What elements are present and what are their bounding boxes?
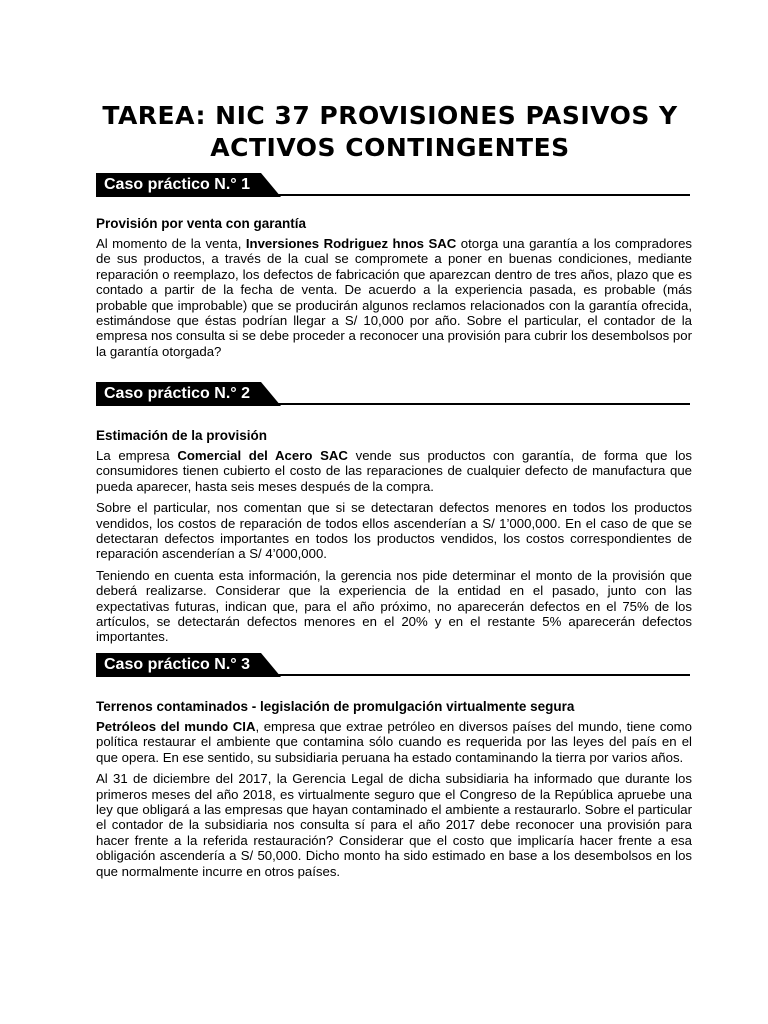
case-3-banner	[96, 653, 690, 677]
case-1-banner-label: Caso práctico N.° 1	[104, 176, 250, 193]
title-line-2: ACTIVOS CONTINGENTES	[210, 133, 570, 162]
case-2-heading: Estimación de la provisión	[96, 428, 268, 443]
case-3-banner-label: Caso práctico N.° 3	[104, 656, 250, 673]
company-name: Comercial del Acero SAC	[177, 448, 348, 463]
case-1-banner	[96, 173, 690, 197]
case-2-banner	[96, 382, 690, 406]
case-2-section	[96, 428, 692, 651]
case-2-paragraph-3: Teniendo en cuenta esta información, la gerencia nos pide determinar el monto de la provisión que deberá realizarse. Considerar que la experiencia de la entidad en el pasado, junto con las expectativas futuras, indican que, para el año próximo, no aparecerán defectos en el 75% de los artículos, se detectarán defectos menores en el 20% y en el restante 5% aparecerán defectos importantes.	[96, 567, 692, 645]
case-3-heading: Terrenos contaminados - legislación de promulgación virtualmente segura	[96, 699, 575, 714]
case-3-paragraph-2: Al 31 de diciembre del 2017, la Gerencia Legal de dicha subsidiaria ha informado que durante los primeros meses del año 2018, es virtualmente seguro que el Congreso de la República apruebe una ley que obligará a las empresas que hayan contaminado el ambiente a restaurarlo. Sobre el particular el contador de la subsidiaria nos consulta sí para el año 2017 debe reconocer una provisión para hacer frente a la referida restauración? Considerar que el costo que implicaría hacer frente a esa obligación ascendería a S/ 50,000. Dicho monto ha sido estimado en base a los desembolsos en los que normalmente incurre en otros países.	[96, 771, 692, 879]
case-2-paragraph-2: Sobre el particular, nos comentan que si se detectaran defectos menores en todos los productos vendidos, los costos de reparación de todos ellos ascenderían a S/ 1’000,000. En el caso de que se detectaran defectos importantes en todos los productos vendidos, los costos correspondientes de reparación ascenderían a S/ 4’000,000.	[96, 500, 692, 562]
document-title	[60, 100, 720, 164]
case-3-paragraph-1: Petróleos del mundo CIA, empresa que extrae petróleo en diversos países del mundo, tiene como política restaurar el ambiente que contamina sólo cuando es requerida por las leyes del país en el que opera. En ese sentido, su subsidiaria peruana ha estado contaminando la tierra por varios años.	[96, 719, 692, 765]
company-name: Petróleos del mundo CIA	[96, 719, 256, 734]
case-2-paragraph-1: La empresa Comercial del Acero SAC vende sus productos con garantía, de forma que los consumidores tienen cubierto el costo de las reparaciones de cualquier defecto de manufactura que pueda aparecer, hasta seis meses después de la compra.	[96, 448, 693, 494]
case-1-heading: Provisión por venta con garantía	[96, 216, 307, 231]
company-name: Inversiones Rodriguez hnos SAC	[245, 236, 457, 251]
case-2-banner-label: Caso práctico N.° 2	[104, 385, 250, 402]
case-3-section	[96, 699, 692, 885]
case-1-section	[96, 216, 692, 365]
title-line-1: TAREA: NIC 37 PROVISIONES PASIVOS Y	[102, 101, 678, 130]
case-1-paragraph-1: Al momento de la venta, Inversiones Rodriguez hnos SAC otorga una garantía a los compradores de sus productos, a través de la cual se compromete a poner en buenas condiciones, mediante reparación o reemplazo, los defectos de fabricación que aparezcan dentro de tres años, plazo que es contado a partir de la fecha de venta. De acuerdo a la experiencia pasada, es probable (más probable que improbable) que se producirán algunos reclamos relacionados con la garantía ofrecida, estimándose que éstas podrían llegar a S/ 10,000 por año. Sobre el particular, el contador de la empresa nos consulta si se debe proceder a reconocer una provisión para cubrir los desembolsos por la garantía otorgada?	[96, 236, 692, 359]
